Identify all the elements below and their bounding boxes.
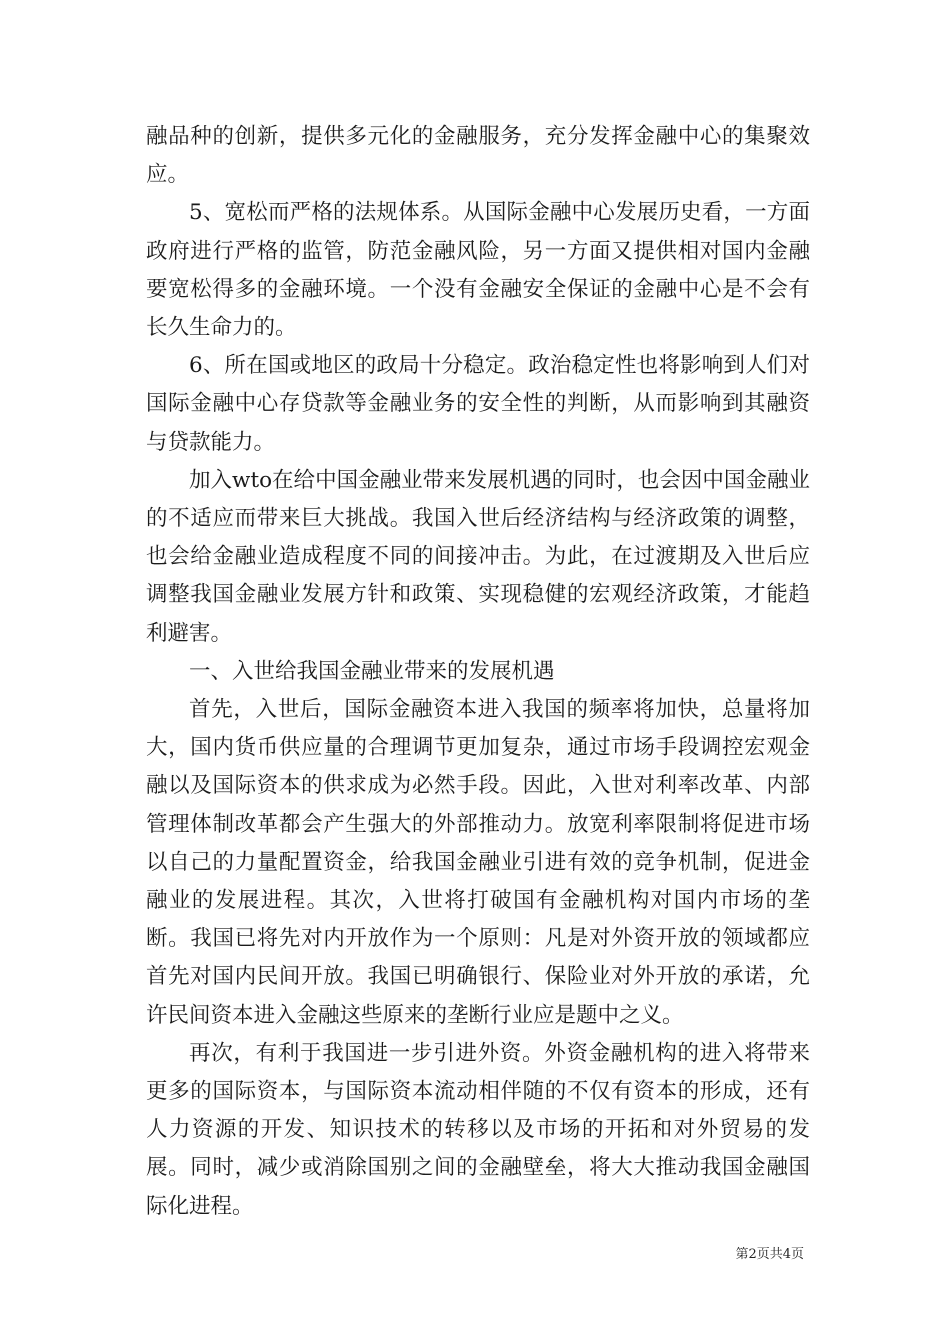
paragraph-regulation: 5、宽松而严格的法规体系。从国际金融中心发展历史看，一方面政府进行严格的监管，防范金融风险，另一方面又提供相对国内金融要宽松得多的金融环境。一个没有金融安全保证的金融中心是不会有长久生命力的。 bbox=[146, 200, 810, 341]
section-heading: 一、入世给我国金融业带来的发展机遇 bbox=[189, 658, 555, 684]
paragraph-opportunities: 首先，入世后，国际金融资本进入我国的频率将加快，总量将加大，国内货币供应量的合理调节更加复杂，通过市场手段调控宏观金融以及国际资本的供求成为必然手段。因此，入世对利率改革、内部管理体制改革都会产生强大的外部推动力。放宽利率限制将促进市场以自己的力量配置资金，给我国金融业引进有效的竞争机制，促进金融业的发展进程。其次，入世将打破国有金融机构对国内市场的垄断。我国已将先对内开放作为一个原则：凡是对外资开放的领域都应首先对国内民间开放。我国已明确银行、保险业对外开放的承诺，允许民间资本进入金融这些原来的垄断行业应是题中之义。 bbox=[146, 697, 810, 1028]
paragraph-wto-intro: 加入wto在给中国金融业带来发展机遇的同时，也会因中国金融业的不适应而带来巨大挑战。我国入世后经济结构与经济政策的调整，也会给金融业造成程度不同的间接冲击。为此，在过渡期及入世后应调整我国金融业发展方针和政策、实现稳健的宏观经济政策，才能趋利避害。 bbox=[146, 467, 810, 646]
paragraph-continuation: 融品种的创新，提供多元化的金融服务，充分发挥金融中心的集聚效应。 bbox=[146, 124, 810, 188]
paragraph-foreign-investment: 再次，有利于我国进一步引进外资。外资金融机构的进入将带来更多的国际资本，与国际资本流动相伴随的不仅有资本的形成，还有人力资源的开发、知识技术的转移以及市场的开拓和对外贸易的发展。同时，减少或消除国别之间的金融壁垒，将大大推动我国金融国际化进程。 bbox=[146, 1040, 810, 1219]
document-body bbox=[146, 118, 810, 1226]
paragraph-political-stability: 6、所在国或地区的政局十分稳定。政治稳定性也将影响到人们对国际金融中心存贷款等金融业务的安全性的判断，从而影响到其融资与贷款能力。 bbox=[146, 353, 810, 455]
page-number: 第2页共4页 bbox=[735, 1247, 804, 1262]
